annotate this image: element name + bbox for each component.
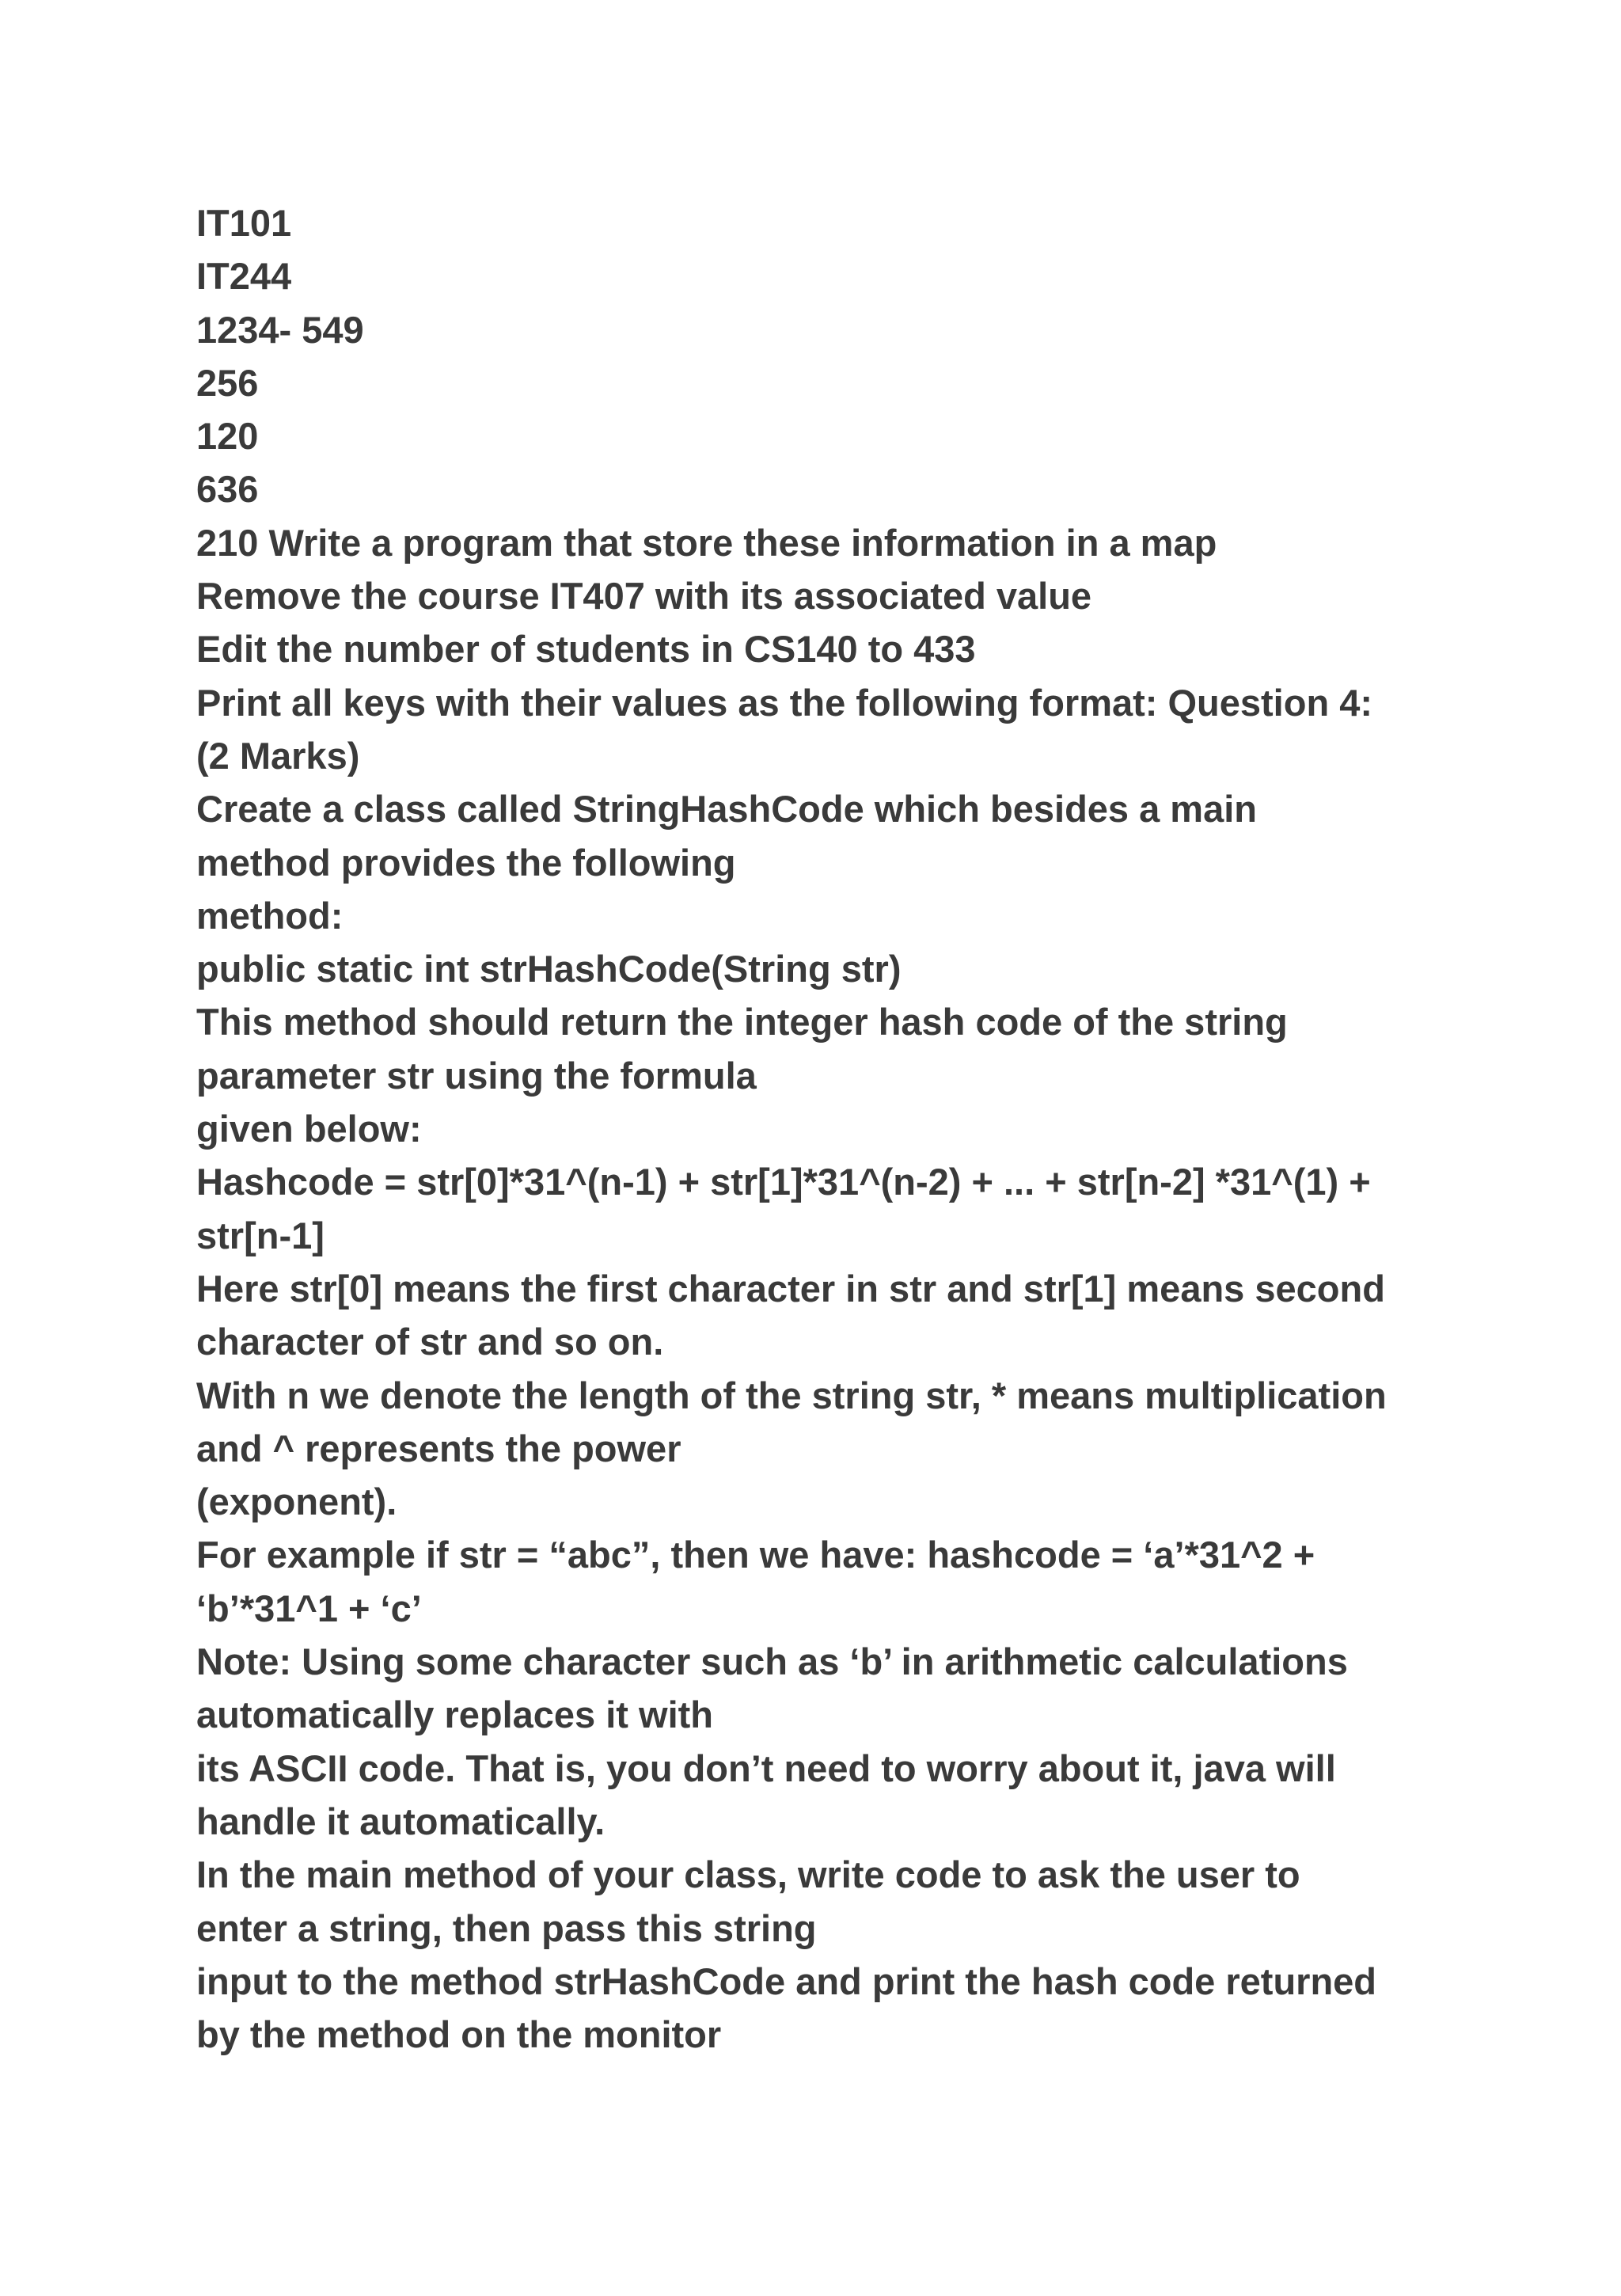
text-line: (exponent). — [196, 1481, 397, 1523]
text-line: 256 — [196, 361, 259, 404]
text-line: handle it automatically. — [196, 1800, 606, 1842]
text-line: Remove the course IT407 with its associated value — [196, 575, 1092, 618]
text-line: character of str and so on. — [196, 1321, 664, 1363]
text-line: Hashcode = str[0]*31^(n-1) + str[1]*31^(n-2) + ... + str[n-2] *31^(1) + — [196, 1161, 1371, 1203]
text-line: method provides the following — [196, 841, 736, 884]
text-line: 1234- 549 — [196, 308, 364, 351]
text-line: public static int strHashCode(String str) — [196, 948, 902, 990]
text-line: 210 Write a program that store these information in a map — [196, 521, 1217, 564]
text-line: by the method on the monitor — [196, 2013, 722, 2056]
text-line: method: — [196, 894, 344, 937]
text-line: given below: — [196, 1108, 422, 1150]
text-line: This method should return the integer hash code of the string — [196, 1001, 1288, 1043]
text-line: str[n-1] — [196, 1214, 325, 1256]
text-line: Edit the number of students in CS140 to 433 — [196, 628, 976, 671]
text-line: In the main method of your class, write code to ask the user to — [196, 1853, 1300, 1896]
text-line: its ASCII code. That is, you don’t need to worry about it, java will — [196, 1747, 1336, 1789]
text-line: For example if str = “abc”, then we have: hashcode = ‘a’*31^2 + — [196, 1534, 1315, 1576]
text-line: IT244 — [196, 255, 292, 298]
text-line: Note: Using some character such as ‘b’ in arithmetic calculations — [196, 1640, 1348, 1683]
text-line: and ^ represents the power — [196, 1427, 681, 1469]
text-line: (2 Marks) — [196, 734, 360, 777]
text-line: automatically replaces it with — [196, 1693, 713, 1736]
text-line: 120 — [196, 415, 259, 458]
text-line: parameter str using the formula — [196, 1054, 757, 1097]
text-line: enter a string, then pass this string — [196, 1906, 817, 1949]
text-line: Here str[0] means the first character in str and str[1] means second — [196, 1267, 1385, 1310]
text-line: With n we denote the length of the string str, * means multiplication — [196, 1374, 1387, 1416]
text-line: Create a class called StringHashCode which besides a main — [196, 788, 1258, 831]
text-line: IT101 — [196, 202, 292, 244]
text-line: input to the method strHashCode and print the hash code returned — [196, 1960, 1377, 2002]
text-line: Print all keys with their values as the following format: Question 4: — [196, 681, 1373, 724]
document-body — [196, 196, 1447, 2061]
text-line: ‘b’*31^1 + ‘c’ — [196, 1587, 422, 1629]
text-line: 636 — [196, 468, 259, 511]
